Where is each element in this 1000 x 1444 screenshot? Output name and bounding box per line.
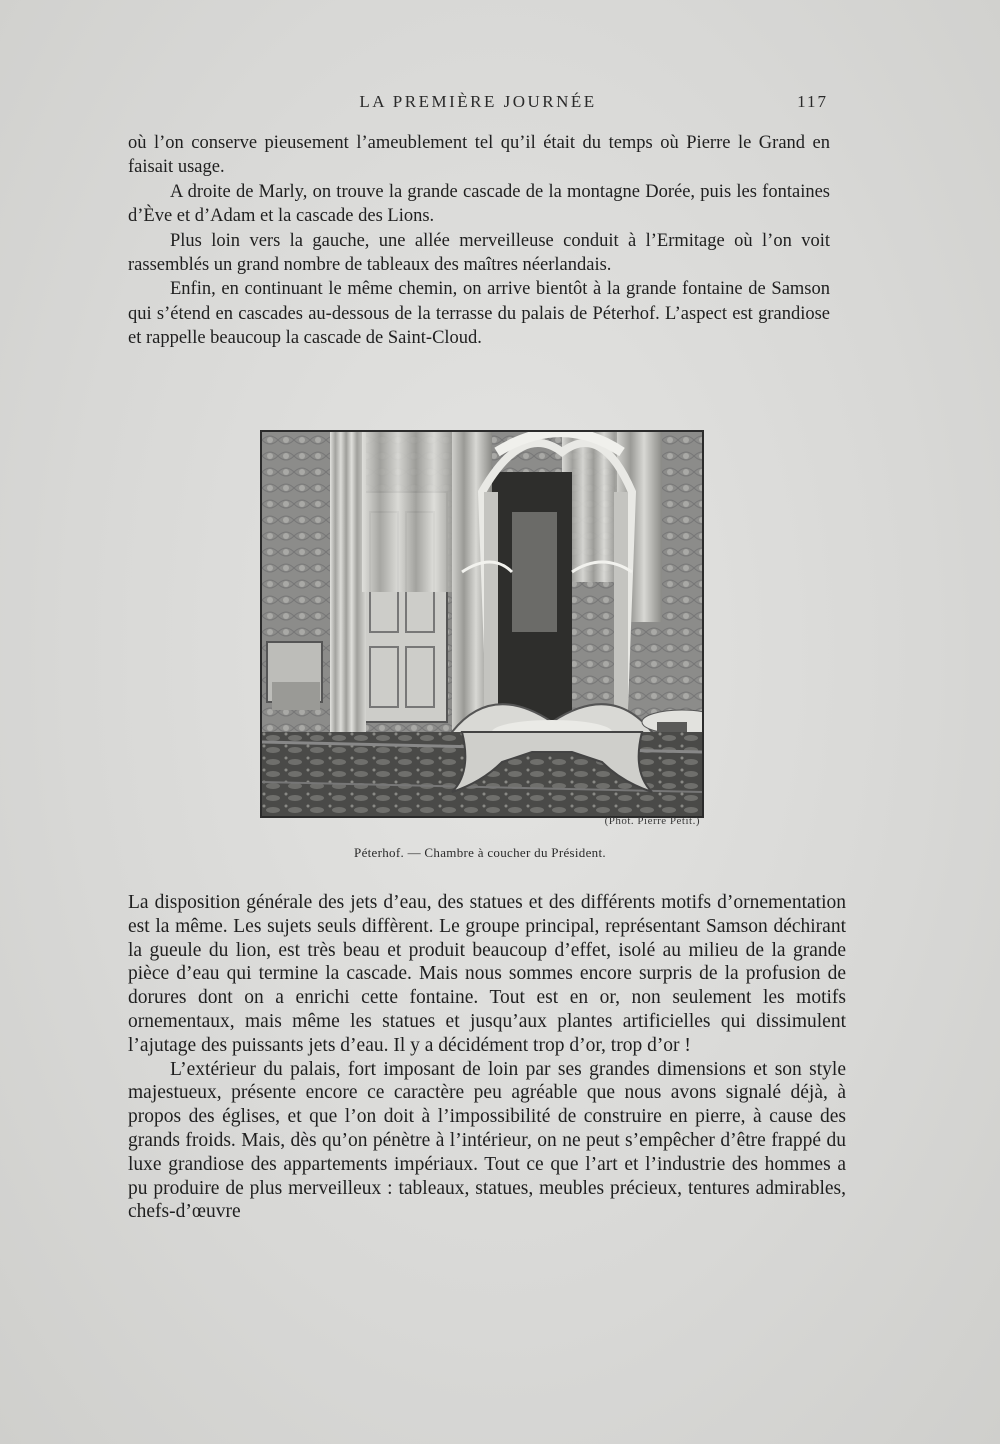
paragraph: Enfin, en continuant le même chemin, on arrive bientôt à la grande fontaine de Samson qui s’étend en cascades au-dessous de la terrasse du palais de Péterhof. L’aspect est grandiose et rappelle beaucoup la cascade de Saint-Cloud.: [128, 279, 830, 349]
paragraph: La disposition générale des jets d’eau, des statues et des différents motifs d’ornementation est la même. Les sujets seuls diffèrent. Le groupe principal, représentant Samson déchirant la gueule du lion, est très beau et produit beaucoup d’effet, isolé au milieu de la grande pièce d’eau qui termine la cascade. Mais nous sommes encore surpris de la profusion de dorures dont on a enrichi cette fontaine. Tout est en or, non seulement les motifs ornementaux, mais même les statues et jusqu’aux plantes artificielles qui dissimulent l’ajutage des puissants jets d’eau. Il y a décidément trop d’or, trop d’or !: [128, 892, 846, 1056]
page-header: [128, 92, 828, 122]
bedroom-photograph: [260, 430, 704, 818]
top-text-block: [128, 131, 830, 351]
photo-credit: (Phot. Pierre Petit.): [604, 815, 700, 827]
bottom-text-block: [128, 891, 846, 1224]
paragraph: où l’on conserve pieusement l’ameublement tel qu’il était du temps où Pierre le Grand en faisait usage.: [128, 133, 830, 178]
photograph-illustration: [262, 432, 702, 816]
paragraph: A droite de Marly, on trouve la grande cascade de la montagne Dorée, puis les fontaines d’Ève et d’Adam et la cascade des Lions.: [128, 181, 830, 227]
paragraph: Plus loin vers la gauche, une allée merveilleuse conduit à l’Ermitage où l’on voit rassemblés un grand nombre de tableaux des maîtres néerlandais.: [128, 230, 830, 276]
running-title: LA PREMIÈRE JOURNÉE: [359, 92, 597, 111]
page-number: 117: [797, 92, 828, 111]
figure-caption: Péterhof. — Chambre à coucher du Président.: [354, 845, 606, 860]
paragraph: L’extérieur du palais, fort imposant de loin par ses grandes dimensions et son style majestueux, présente encore ce caractère peu agréable que nous avons signalé déjà, à propos des églises, et que l’on doit à l’impossibilité de construire en pierre, à cause des grands froids. Mais, dès qu’on pénètre à l’intérieur, on ne peut s’empêcher d’être frappé du luxe grandiose des appartements impériaux. Tout ce que l’art et l’industrie des hommes a pu produire de plus merveilleux : tableaux, statues, meubles précieux, tentures admirables, chefs-d’œuvre: [128, 1058, 846, 1223]
